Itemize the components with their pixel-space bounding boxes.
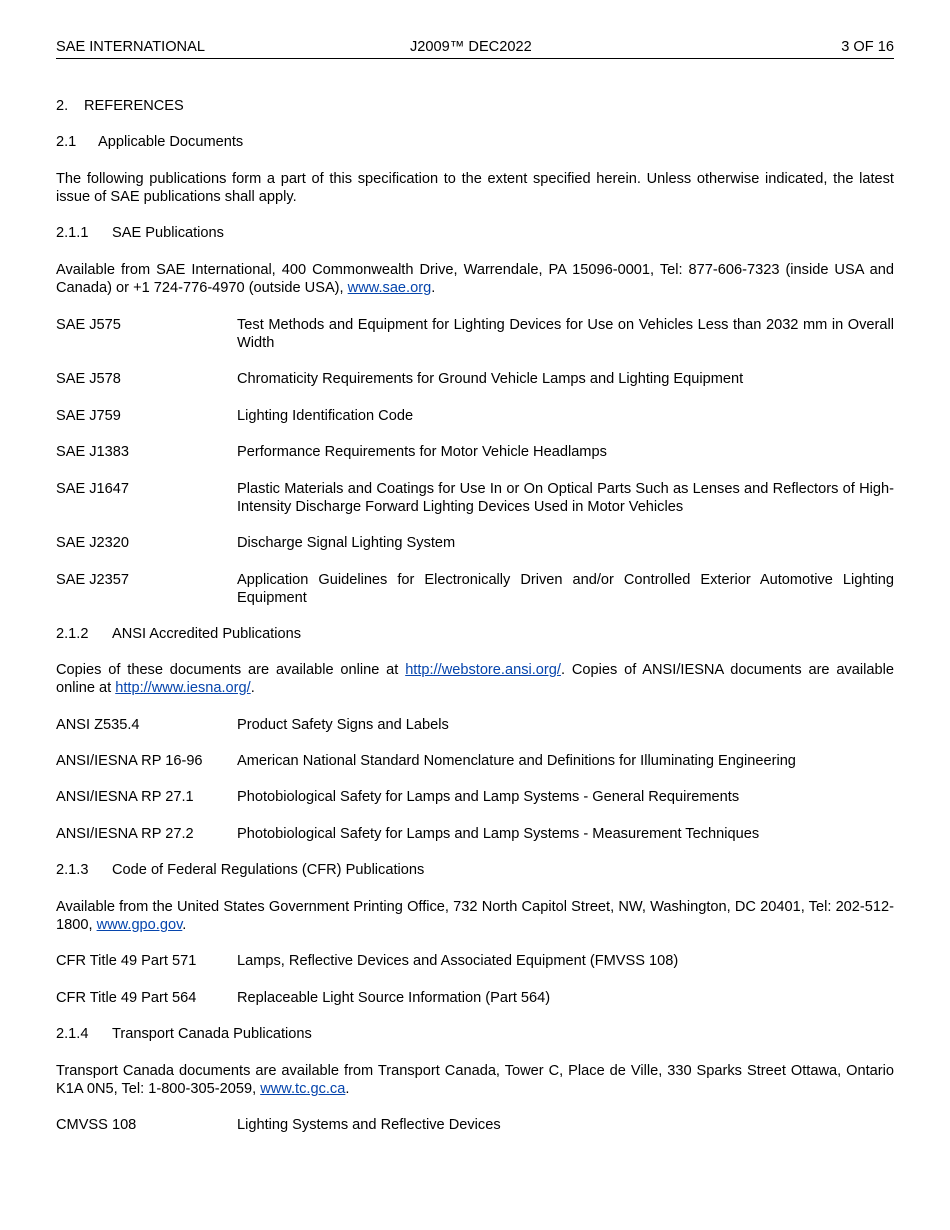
reference-title: Lighting Identification Code	[237, 408, 414, 424]
reference-code: CMVSS 108	[56, 1117, 137, 1133]
heading-transport-canada-publications	[56, 1025, 894, 1043]
paragraph-sae-availability	[56, 261, 894, 297]
reference-code: SAE J1647	[56, 481, 130, 497]
reference-code: SAE J2320	[56, 535, 130, 551]
reference-title: Performance Requirements for Motor Vehicle Headlamps	[237, 444, 607, 460]
reference-code: ANSI/IESNA RP 27.2	[56, 826, 194, 842]
heading-number: 2.1.2	[56, 626, 89, 642]
reference-code: SAE J2357	[56, 572, 130, 588]
section-number: 2.	[56, 98, 69, 114]
paragraph-text: Transport Canada documents are available from Transport Canada, Tower C, Place de Ville, 330 Sparks Street Ottawa, Ontario K1A 0N5, Tel: 1-800-305-2059,	[56, 1063, 894, 1097]
reference-title: Chromaticity Requirements for Ground Vehicle Lamps and Lighting Equipment	[237, 371, 744, 387]
reference-title: Application Guidelines for Electronically Driven and/or Controlled Exterior Automotive Lighting Equipment	[237, 572, 894, 606]
reference-code: SAE J575	[56, 317, 121, 333]
reference-code: ANSI Z535.4	[56, 717, 140, 733]
heading-number: 2.1	[56, 134, 77, 150]
heading-title: SAE Publications	[112, 225, 224, 241]
heading-number: 2.1.3	[56, 862, 89, 878]
heading-title: Code of Federal Regulations (CFR) Publications	[112, 862, 425, 878]
header-doc-id: J2009™ DEC2022	[410, 39, 532, 55]
paragraph-text: .	[431, 280, 436, 296]
reference-code: SAE J1383	[56, 444, 130, 460]
paragraph-text: .	[182, 917, 187, 933]
reference-title: Photobiological Safety for Lamps and Lamp Systems - Measurement Techniques	[237, 826, 760, 842]
reference-title: Discharge Signal Lighting System	[237, 535, 456, 551]
reference-title: Product Safety Signs and Labels	[237, 717, 449, 733]
paragraph-transport-canada-availability	[56, 1062, 894, 1098]
reference-code: CFR Title 49 Part 564	[56, 990, 197, 1006]
heading-title: Transport Canada Publications	[112, 1026, 312, 1042]
paragraph-text: Copies of these documents are available online at	[56, 662, 406, 678]
heading-sae-publications	[56, 224, 894, 242]
reference-code: SAE J759	[56, 408, 121, 424]
reference-title: Plastic Materials and Coatings for Use In or On Optical Parts Such as Lenses and Reflectors of High-Intensity Discharge Forward Lighting Devices Used in Motor Vehicles	[237, 481, 894, 515]
section-heading-references	[56, 97, 894, 115]
ansi-webstore-link[interactable]: http://webstore.ansi.org/	[405, 662, 561, 678]
sae-website-link[interactable]: www.sae.org	[347, 280, 432, 296]
tc-website-link[interactable]: www.tc.gc.ca	[260, 1081, 346, 1097]
page-header	[56, 38, 894, 59]
paragraph-text: Available from the United States Government Printing Office, 732 North Capitol Street, NW, Washington, DC 20401, Tel: 202-512-1800,	[56, 899, 894, 933]
reference-title: American National Standard Nomenclature and Definitions for Illuminating Engineering	[237, 753, 796, 769]
reference-title: Photobiological Safety for Lamps and Lamp Systems - General Requirements	[237, 789, 740, 805]
heading-title: ANSI Accredited Publications	[112, 626, 302, 642]
paragraph-text: Available from SAE International, 400 Commonwealth Drive, Warrendale, PA 15096-0001, Tel: 877-606-7323 (inside USA and Canada) or +1 724-776-4970 (outside USA),	[56, 262, 894, 296]
section-title: REFERENCES	[84, 98, 184, 114]
paragraph-cfr-availability	[56, 898, 894, 934]
paragraph-ansi-availability	[56, 661, 894, 697]
header-org: SAE INTERNATIONAL	[56, 39, 205, 55]
heading-number: 2.1.4	[56, 1026, 89, 1042]
reference-code: SAE J578	[56, 371, 121, 387]
gpo-website-link[interactable]: www.gpo.gov	[96, 917, 183, 933]
paragraph-text: . Copies of ANSI/IESNA documents are available online at	[56, 662, 894, 696]
reference-title: Lighting Systems and Reflective Devices	[237, 1117, 501, 1133]
heading-title: Applicable Documents	[98, 134, 244, 150]
paragraph-applicable-documents: The following publications form a part of this specification to the extent specified herein. Unless otherwise indicated, the latest issue of SAE publications shall apply.	[56, 171, 894, 205]
reference-code: CFR Title 49 Part 571	[56, 953, 197, 969]
reference-title: Replaceable Light Source Information (Part 564)	[237, 990, 551, 1006]
header-page-number: 3 OF 16	[841, 39, 894, 55]
reference-title: Test Methods and Equipment for Lighting Devices for Use on Vehicles Less than 2032 mm in Overall Width	[237, 317, 894, 351]
reference-code: ANSI/IESNA RP 16-96	[56, 753, 203, 769]
reference-code: ANSI/IESNA RP 27.1	[56, 789, 194, 805]
paragraph-text: .	[345, 1081, 350, 1097]
heading-cfr-publications	[56, 861, 894, 879]
iesna-website-link[interactable]: http://www.iesna.org/	[115, 680, 251, 696]
heading-ansi-publications	[56, 625, 894, 643]
heading-number: 2.1.1	[56, 225, 89, 241]
paragraph-text: .	[250, 680, 255, 696]
heading-applicable-documents	[56, 133, 894, 151]
reference-title: Lamps, Reflective Devices and Associated Equipment (FMVSS 108)	[237, 953, 679, 969]
